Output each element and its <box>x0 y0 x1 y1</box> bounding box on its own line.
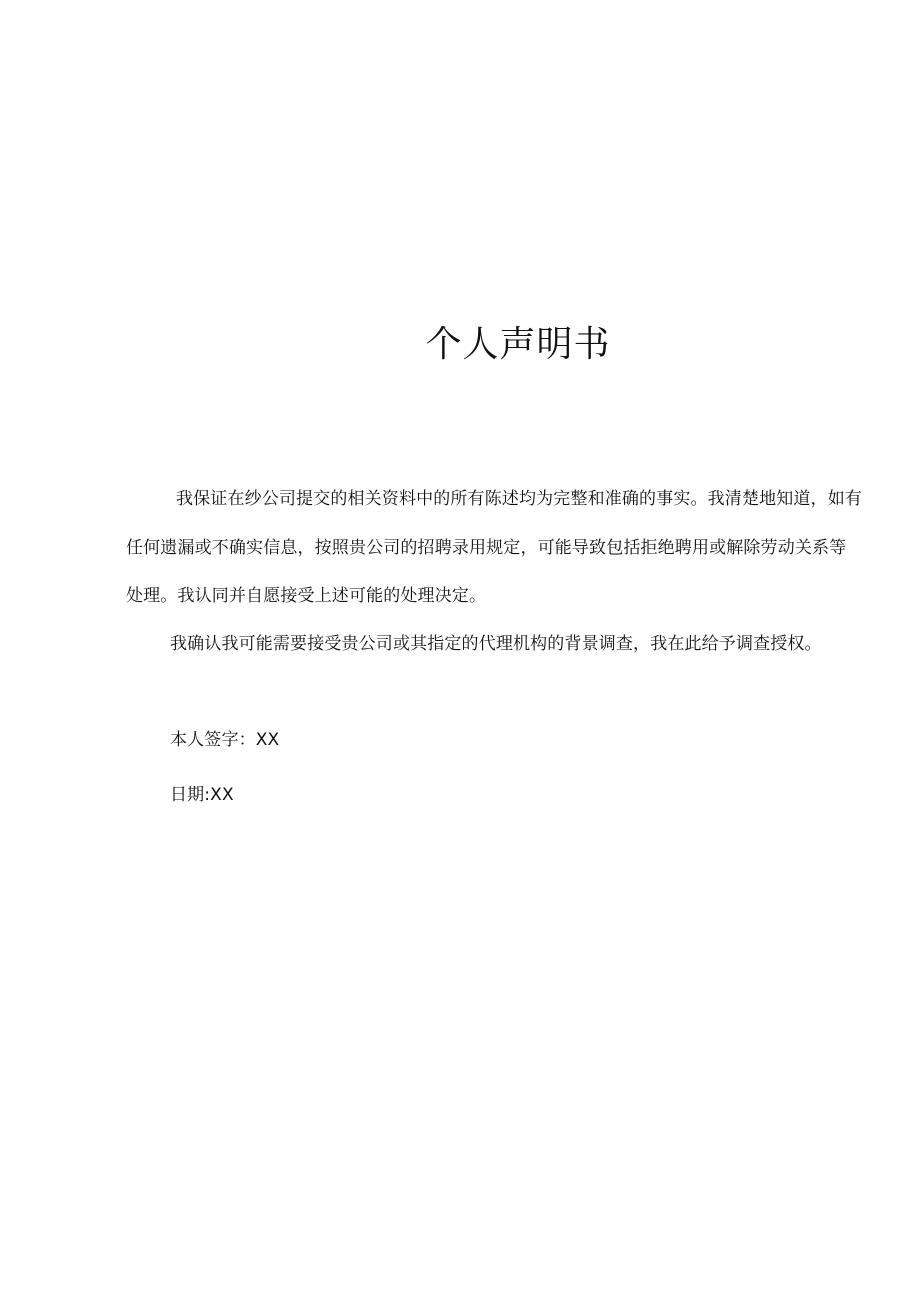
page-title: 个人声明书 <box>425 324 611 365</box>
paragraph1-line3: 处理。我认同并自愿接受上述可能的处理决定。 <box>126 586 487 606</box>
paragraph1-line2: 任何遗漏或不确实信息，按照贵公司的招聘录用规定，可能导致包括拒绝聘用或解除劳动关系等 <box>126 538 847 558</box>
paragraph1-line1: 我保证在纱公司提交的相关资料中的所有陈述均为完整和准确的事实。我清楚地知道，如有 <box>176 489 862 509</box>
signature-line: 本人签字：XX <box>170 730 280 750</box>
paragraph2: 我确认我可能需要接受贵公司或其指定的代理机构的背景调查，我在此给予调查授权。 <box>170 634 822 654</box>
date-line: 日期:XX <box>170 785 234 805</box>
